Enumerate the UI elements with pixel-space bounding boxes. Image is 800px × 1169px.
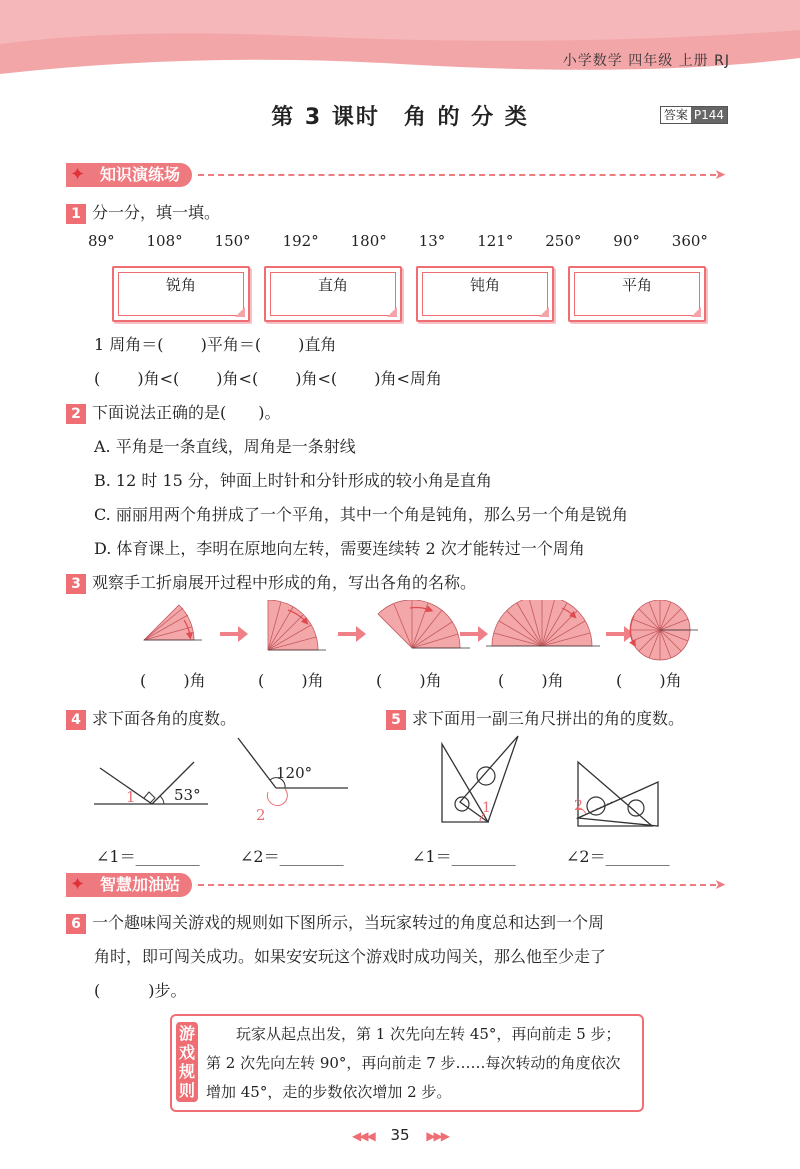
arrow-right-icon: ➤ (714, 877, 726, 893)
question-1 (66, 200, 220, 224)
page-footer (0, 1126, 800, 1144)
question-prompt[interactable]: 下面说法正确的是( )。 (92, 403, 281, 422)
degree-value: 192° (282, 232, 319, 250)
answer-angle-1[interactable]: ∠1＝________ (96, 847, 200, 866)
answer-angle-2[interactable]: ∠2＝________ (240, 847, 344, 866)
answer-label: 答案 (661, 107, 691, 123)
question-blank[interactable]: ( )步。 (94, 981, 187, 1000)
question-prompt: 分一分，填一填。 (92, 203, 221, 222)
section-banner-challenge (66, 872, 726, 898)
option-d[interactable]: D. 体育课上，李明在原地向左转，需要连续转 2 次才能转过一个周角 (94, 539, 585, 558)
degree-list (88, 232, 708, 250)
degree-value: 360° (671, 232, 708, 250)
question-prompt: 观察手工折扇展开过程中形成的角，写出各角的名称。 (92, 573, 477, 592)
question-2 (66, 400, 281, 424)
category-label: 锐角 (165, 276, 196, 294)
section-label: 知识演练场 (100, 165, 181, 184)
fan-blank-4[interactable]: ( )角 (498, 671, 564, 690)
question-6 (66, 910, 604, 934)
answer-angle-1[interactable]: ∠1＝________ (412, 847, 516, 866)
volume-label: 上册 (678, 53, 709, 69)
angle-label-2: 2 (574, 798, 583, 814)
arrow-right-icon (220, 626, 248, 642)
fan-right (268, 600, 326, 650)
option-a[interactable]: A. 平角是一条直线，周角是一条射线 (94, 437, 356, 456)
subject-label: 小学数学 (562, 53, 623, 69)
angle-value-120: 120° (276, 764, 313, 782)
question-prompt: 求下面用一副三角尺拼出的角的度数。 (412, 709, 685, 728)
answer-angle-2[interactable]: ∠2＝________ (566, 847, 670, 866)
section-label: 智慧加油站 (100, 875, 181, 894)
fan-straight (486, 600, 600, 646)
star-icon: ✦ (70, 874, 86, 895)
arrow-right-icon (460, 626, 488, 642)
page-number: 35 (390, 1126, 410, 1144)
fan-full (630, 600, 698, 660)
question-number: 2 (66, 404, 86, 424)
question-number: 3 (66, 574, 86, 594)
category-label: 钝角 (469, 276, 500, 294)
fan-blank-3[interactable]: ( )角 (376, 671, 442, 690)
angle-value-53: 53° (174, 786, 201, 804)
fan-diagram (130, 600, 700, 664)
question-4 (66, 706, 236, 730)
section-banner-practice (66, 162, 726, 188)
angle-figure-2 (228, 734, 352, 824)
degree-value: 89° (88, 232, 115, 250)
category-box-right[interactable] (264, 266, 402, 322)
angle-label-1: 1 (482, 800, 491, 816)
fill-line-1[interactable]: 1 周角＝( )平角＝( )直角 (94, 335, 337, 354)
category-box-obtuse[interactable] (416, 266, 554, 322)
question-number: 1 (66, 204, 86, 224)
dash-divider (198, 884, 716, 886)
fill-line-2[interactable]: ( )角<( )角<( )角<( )角<周角 (94, 369, 442, 388)
question-text-line-2: 角时，即可闯关成功。如果安安玩这个游戏时成功闯关，那么他至少走了 (94, 947, 607, 966)
book-info (563, 50, 730, 70)
fan-blank-2[interactable]: ( )角 (258, 671, 324, 690)
fan-blank-1[interactable]: ( )角 (140, 671, 206, 690)
degree-value: 13° (418, 232, 446, 250)
lesson-title: 第 3 课时 角 的 分 类 (271, 105, 529, 130)
rules-text: 玩家从起点出发，第 1 次先向左转 45°，再向前走 5 步；第 2 次先向左转 90°，再向前走 7 步……每次转动的角度依次增加 45°，走的步数依次增加 2 步。 (206, 1025, 621, 1101)
star-icon: ✦ (70, 164, 86, 185)
grade-label: 四年级 (628, 53, 674, 69)
dash-divider (198, 174, 716, 176)
degree-value: 250° (545, 232, 582, 250)
arrow-right-icon: ➤ (714, 167, 726, 183)
question-3 (66, 570, 476, 594)
fan-acute (144, 605, 202, 640)
rules-title: 游戏规则 (176, 1022, 198, 1102)
category-box-straight[interactable] (568, 266, 706, 322)
set-square-figure-2 (572, 756, 666, 832)
answer-reference[interactable] (660, 106, 728, 124)
prev-arrows-icon: ◀◀◀ (351, 1129, 374, 1143)
answer-page: P144 (691, 107, 727, 123)
question-5 (386, 706, 684, 730)
degree-value: 121° (477, 232, 514, 250)
fan-blank-5[interactable]: ( )角 (616, 671, 682, 690)
question-number: 6 (66, 914, 86, 934)
angle-label-2: 2 (256, 806, 266, 824)
question-number: 4 (66, 710, 86, 730)
arrow-right-icon (338, 626, 366, 642)
degree-value: 150° (214, 232, 251, 250)
angle-figure-1 (92, 738, 212, 818)
degree-value: 108° (146, 232, 183, 250)
edition-label: RJ (714, 53, 730, 69)
question-number: 5 (386, 710, 406, 730)
option-c[interactable]: C. 丽丽用两个角拼成了一个平角，其中一个角是钝角，那么另一个角是锐角 (94, 505, 628, 524)
category-box-acute[interactable] (112, 266, 250, 322)
set-square-figure-1 (430, 732, 530, 832)
category-label: 直角 (317, 276, 348, 294)
game-rules-box (170, 1014, 644, 1112)
fan-obtuse (378, 600, 470, 648)
question-text-line-1: 一个趣味闯关游戏的规则如下图所示，当玩家转过的角度总和达到一个周 (92, 913, 605, 932)
angle-label-1: 1 (126, 788, 136, 806)
category-label: 平角 (621, 276, 652, 294)
question-prompt: 求下面各角的度数。 (92, 709, 237, 728)
degree-value: 180° (350, 232, 387, 250)
option-b[interactable]: B. 12 时 15 分，钟面上时针和分针形成的较小角是直角 (94, 471, 492, 490)
degree-value: 90° (613, 232, 640, 250)
next-arrows-icon: ▶▶▶ (426, 1129, 449, 1143)
